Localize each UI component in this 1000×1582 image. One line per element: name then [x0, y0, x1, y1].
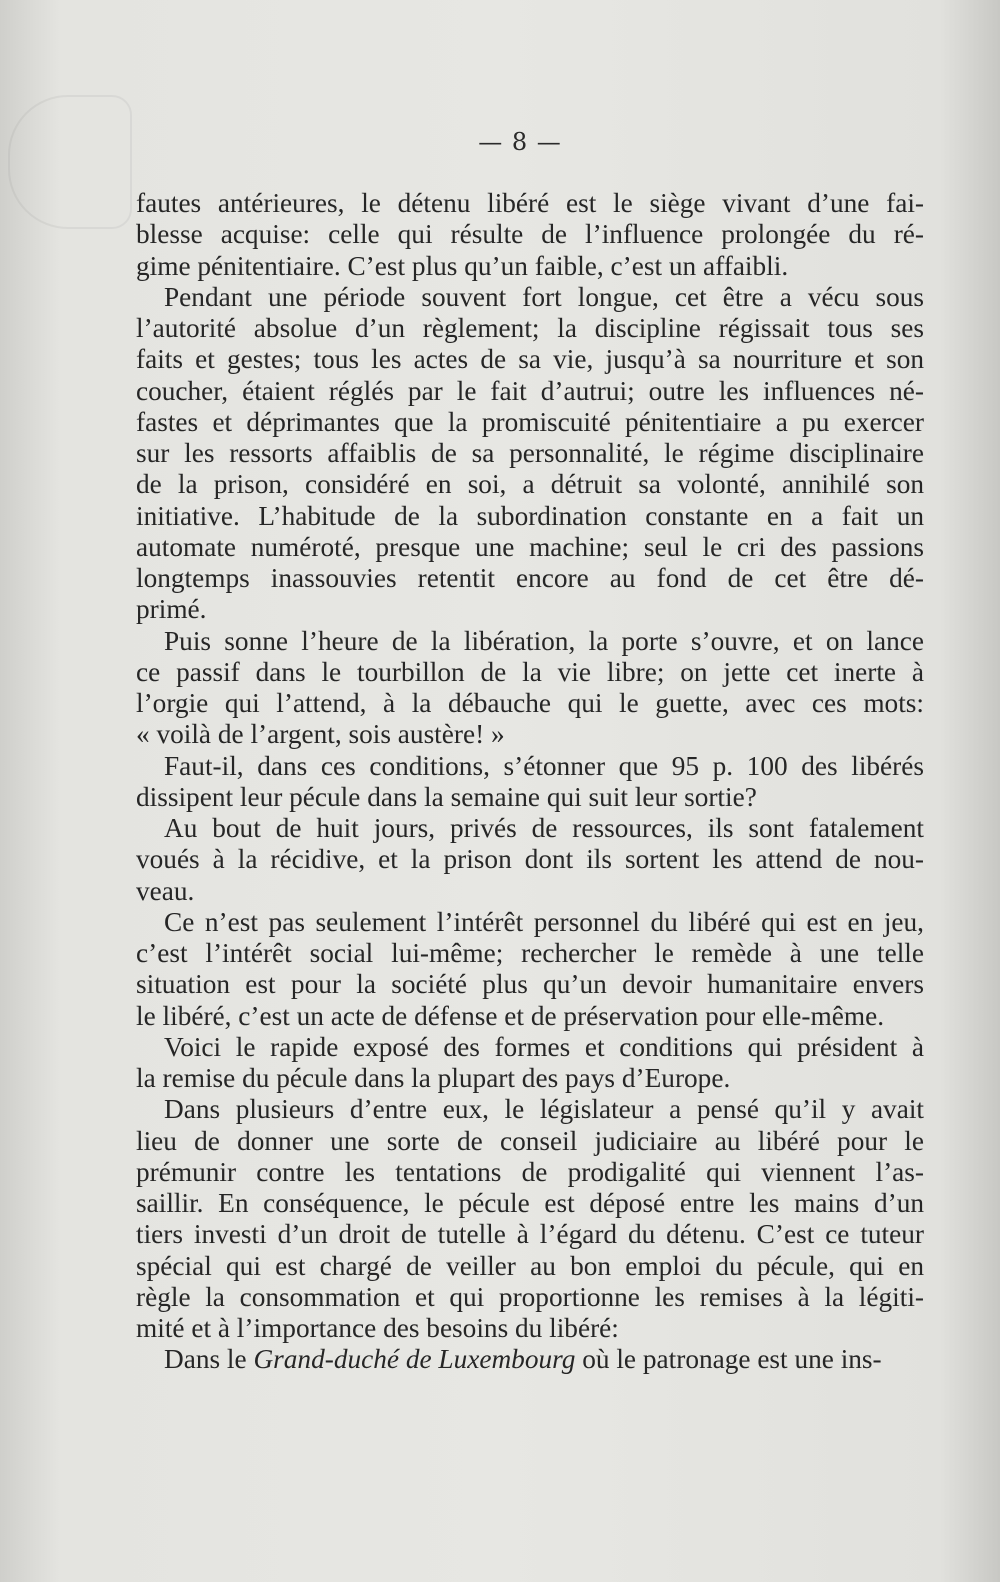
text-line — [136, 1344, 924, 1375]
text-line: Voici le rapide exposé des formes et conditions qui président à — [164, 1031, 924, 1062]
text-line: Pendant une période souvent fort longue, cet être a vécu sous — [164, 281, 924, 312]
text-line: longtemps inassouvies retentit encore au fond de cet être dé- — [136, 563, 924, 593]
text-line: ce passif dans le tourbillon de la vie libre; on jette cet inerte à — [136, 656, 924, 687]
page-number: — 8 — — [478, 128, 562, 156]
text-line: blesse acquise: celle qui résulte de l’influence prolongée du ré- — [136, 219, 924, 250]
text-line: l’autorité absolue d’un règlement; la discipline régissait tous ses — [136, 313, 924, 343]
faded-library-stamp — [8, 95, 132, 229]
text-line: fastes et déprimantes que la promiscuité pénitentiaire a pu exercer — [136, 406, 924, 437]
text-line: saillir. En conséquence, le pécule est déposé entre les mains d’un — [136, 1188, 924, 1218]
text-line: spécial qui est chargé de veiller au bon emploi du pécule, qui en — [136, 1250, 924, 1281]
text-line: prémunir contre les tentations de prodigalité qui viennent l’as- — [136, 1156, 924, 1187]
text-line: veau. — [136, 875, 195, 906]
text-line: Ce n’est pas seulement l’intérêt personnel du libéré qui est en jeu, — [164, 906, 924, 937]
text-line: faits et gestes; tous les actes de sa vie, jusqu’à sa nourriture et son — [136, 344, 924, 375]
text-line: de la prison, considéré en soi, a détruit sa volonté, annihilé son — [136, 469, 924, 500]
text-line: coucher, étaient réglés par le fait d’autrui; outre les influences né- — [136, 375, 924, 406]
text-line: lieu de donner une sorte de conseil judiciaire au libéré pour le — [136, 1125, 924, 1156]
text-line: initiative. L’habitude de la subordination constante en a fait un — [136, 500, 924, 531]
text-line: fautes antérieures, le détenu libéré est le siège vivant d’une fai- — [136, 188, 924, 218]
text-line: dissipent leur pécule dans la semaine qui suit leur sortie? — [136, 781, 757, 812]
text-line: voués à la récidive, et la prison dont ils sortent les attend de nou- — [136, 844, 924, 875]
text-line: gime pénitentiaire. C’est plus qu’un faible, c’est un affaibli. — [136, 250, 789, 281]
text-line: c’est l’intérêt social lui-même; rechercher le remède à une telle — [136, 938, 924, 968]
text-line: Dans plusieurs d’entre eux, le législateur a pensé qu’il y avait — [164, 1094, 924, 1125]
text-line: le libéré, c’est un acte de défense et de préservation pour elle-même. — [136, 1000, 885, 1031]
body-text — [136, 188, 924, 1376]
text-line: règle la consommation et qui proportionne les remises à la légiti- — [136, 1281, 924, 1312]
text-line: automate numéroté, presque une machine; seul le cri des passions — [136, 531, 924, 562]
text-line: tiers investi d’un droit de tutelle à l’égard du détenu. C’est ce tuteur — [136, 1219, 924, 1250]
country-name: Grand-duché de Luxembourg — [253, 1344, 576, 1375]
text-line-end: où le patronage est une ins- — [575, 1344, 882, 1375]
text-line: Puis sonne l’heure de la libération, la porte s’ouvre, et on lance — [164, 625, 924, 656]
text-line: « voilà de l’argent, sois austère! » — [136, 719, 505, 750]
text-line: l’orgie qui l’attend, à la débauche qui le guette, avec ces mots: — [136, 688, 924, 718]
text-line: primé. — [136, 594, 207, 625]
text-line: sur les ressorts affaiblis de sa personnalité, le régime disciplinaire — [136, 438, 924, 468]
text-line-start: Dans le — [164, 1344, 254, 1375]
text-line: Faut-il, dans ces conditions, s’étonner que 95 p. 100 des libérés — [164, 750, 924, 781]
text-line: la remise du pécule dans la plupart des pays d’Europe. — [136, 1063, 731, 1093]
text-line: situation est pour la société plus qu’un devoir humanitaire envers — [136, 969, 924, 1000]
text-line: mité et à l’importance des besoins du libéré: — [136, 1313, 619, 1343]
text-line: Au bout de huit jours, privés de ressources, ils sont fatalement — [164, 813, 924, 843]
